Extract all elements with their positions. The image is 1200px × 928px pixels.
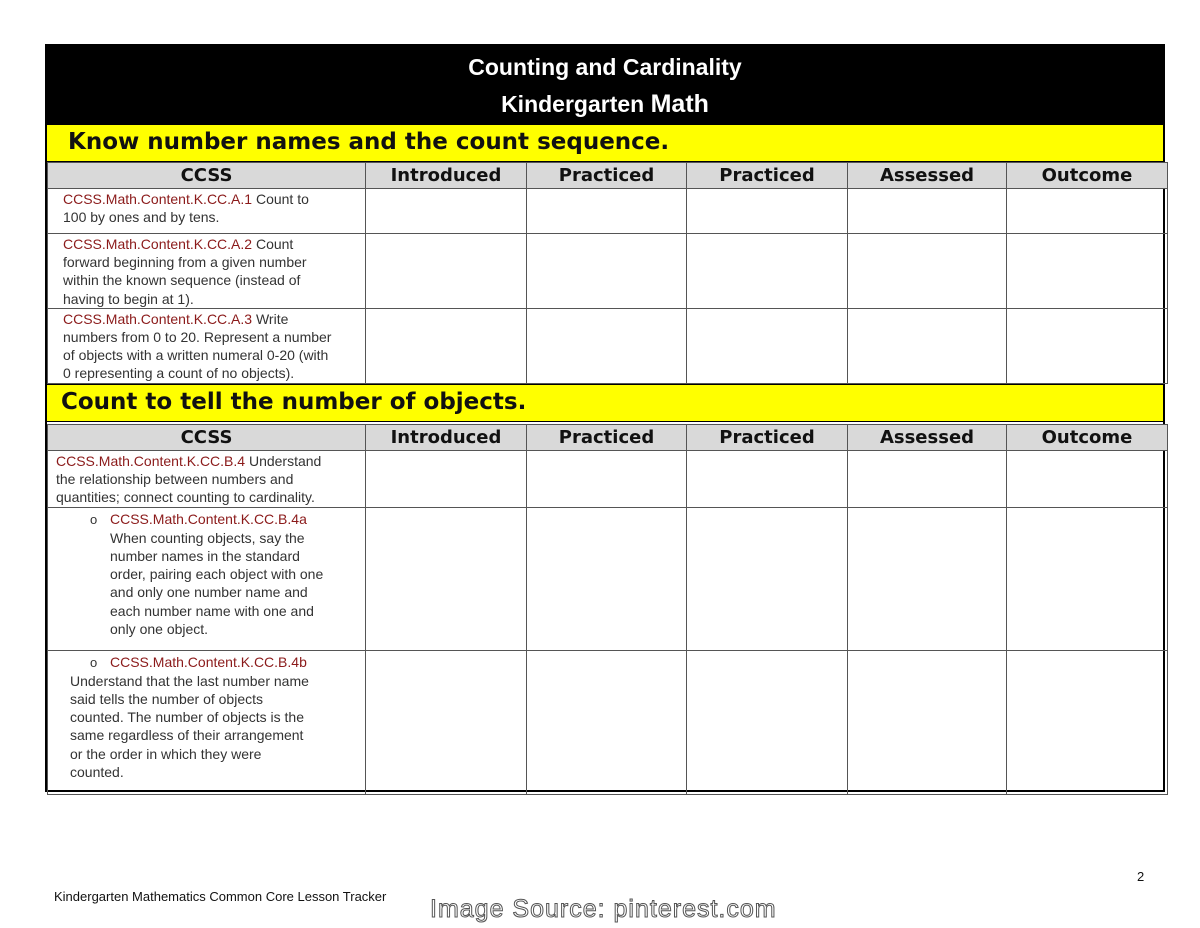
assessed-cell[interactable] bbox=[848, 189, 1007, 234]
page-title: Counting and Cardinality bbox=[468, 54, 742, 80]
outcome-cell[interactable] bbox=[1007, 234, 1168, 309]
column-header-row bbox=[48, 163, 1168, 189]
col-header-outcome: Outcome bbox=[1007, 163, 1168, 189]
col-header-assessed: Assessed bbox=[848, 425, 1007, 451]
ccss-cell: CCSS.Math.Content.K.CC.A.2 Count forward beginning from a given number within the known sequence (instead of having to begin at 1). bbox=[48, 234, 366, 309]
ccss-cell: o CCSS.Math.Content.K.CC.B.4a When counting objects, say the number names in the standard order, pairing each object with one and only one number name and each number name with one and only one object. bbox=[48, 507, 366, 650]
title-block bbox=[47, 46, 1163, 124]
tracker-table-section-2 bbox=[47, 424, 1168, 795]
standard-code: CCSS.Math.Content.K.CC.A.3 bbox=[63, 310, 253, 327]
col-header-introduced: Introduced bbox=[366, 425, 527, 451]
practiced-cell[interactable] bbox=[687, 650, 848, 794]
assessed-cell[interactable] bbox=[848, 308, 1007, 383]
standard-code: CCSS.Math.Content.K.CC.B.4a bbox=[110, 510, 307, 527]
section-banner-text: Count to tell the number of objects. bbox=[61, 389, 527, 415]
bullet-marker: o bbox=[90, 511, 98, 527]
practiced-cell[interactable] bbox=[527, 234, 687, 309]
col-header-introduced: Introduced bbox=[366, 163, 527, 189]
col-header-practiced: Practiced bbox=[687, 425, 848, 451]
ccss-cell: o CCSS.Math.Content.K.CC.B.4b Understand that the last number name said tells the number of objects counted. The number of objects is the same regardless of their arrangement or the order in which they were counted. bbox=[48, 650, 366, 794]
col-header-practiced: Practiced bbox=[527, 425, 687, 451]
outcome-cell[interactable] bbox=[1007, 308, 1168, 383]
practiced-cell[interactable] bbox=[687, 189, 848, 234]
outcome-cell[interactable] bbox=[1007, 650, 1168, 794]
assessed-cell[interactable] bbox=[848, 451, 1007, 508]
standard-code: CCSS.Math.Content.K.CC.A.2 bbox=[63, 236, 253, 252]
image-source-watermark: Image Source: pinterest.com bbox=[430, 895, 777, 923]
col-header-practiced: Practiced bbox=[687, 163, 848, 189]
column-header-row bbox=[48, 425, 1168, 451]
outcome-cell[interactable] bbox=[1007, 451, 1168, 508]
standard-code: CCSS.Math.Content.K.CC.A.1 bbox=[63, 191, 253, 207]
table-row bbox=[48, 451, 1168, 508]
ccss-cell: CCSS.Math.Content.K.CC.A.3 Write numbers from 0 to 20. Represent a number of objects with a written numeral 0-20 (with 0 representing a count of no objects). bbox=[48, 308, 366, 383]
practiced-cell[interactable] bbox=[687, 234, 848, 309]
practiced-cell[interactable] bbox=[527, 507, 687, 650]
page-number: 2 bbox=[1137, 869, 1145, 884]
section-banner-count-sequence bbox=[47, 124, 1163, 162]
ccss-cell: CCSS.Math.Content.K.CC.B.4 Understand the relationship between numbers and quantities; connect counting to cardinality. bbox=[48, 451, 366, 508]
col-header-outcome: Outcome bbox=[1007, 425, 1168, 451]
table-row bbox=[48, 650, 1168, 794]
lesson-tracker-sheet bbox=[45, 44, 1165, 792]
bullet-marker: o bbox=[90, 654, 98, 670]
practiced-cell[interactable] bbox=[527, 451, 687, 508]
assessed-cell[interactable] bbox=[848, 234, 1007, 309]
section-banner-text: Know number names and the count sequence. bbox=[68, 129, 670, 155]
section-banner-count-objects bbox=[47, 384, 1163, 422]
col-header-ccss: CCSS bbox=[48, 163, 366, 189]
col-header-assessed: Assessed bbox=[848, 163, 1007, 189]
assessed-cell[interactable] bbox=[848, 650, 1007, 794]
introduced-cell[interactable] bbox=[366, 650, 527, 794]
practiced-cell[interactable] bbox=[687, 451, 848, 508]
assessed-cell[interactable] bbox=[848, 507, 1007, 650]
practiced-cell[interactable] bbox=[687, 507, 848, 650]
standard-code: CCSS.Math.Content.K.CC.B.4 bbox=[56, 453, 246, 469]
introduced-cell[interactable] bbox=[366, 308, 527, 383]
col-header-practiced: Practiced bbox=[527, 163, 687, 189]
table-row bbox=[48, 234, 1168, 309]
table-row bbox=[48, 308, 1168, 383]
table-row bbox=[48, 507, 1168, 650]
subtitle-grade: Kindergarten bbox=[501, 91, 645, 117]
introduced-cell[interactable] bbox=[366, 234, 527, 309]
ccss-cell: CCSS.Math.Content.K.CC.A.1 Count to 100 by ones and by tens. bbox=[48, 189, 366, 234]
practiced-cell[interactable] bbox=[687, 308, 848, 383]
page-subtitle bbox=[47, 90, 1163, 119]
introduced-cell[interactable] bbox=[366, 451, 527, 508]
table-row bbox=[48, 189, 1168, 234]
tracker-table-section-1 bbox=[47, 162, 1168, 384]
introduced-cell[interactable] bbox=[366, 189, 527, 234]
practiced-cell[interactable] bbox=[527, 650, 687, 794]
col-header-ccss: CCSS bbox=[48, 425, 366, 451]
outcome-cell[interactable] bbox=[1007, 189, 1168, 234]
subtitle-subject: Math bbox=[650, 90, 709, 118]
footer-document-title: Kindergarten Mathematics Common Core Lesson Tracker bbox=[54, 889, 387, 904]
standard-code: CCSS.Math.Content.K.CC.B.4b bbox=[110, 653, 307, 670]
practiced-cell[interactable] bbox=[527, 308, 687, 383]
practiced-cell[interactable] bbox=[527, 189, 687, 234]
outcome-cell[interactable] bbox=[1007, 507, 1168, 650]
introduced-cell[interactable] bbox=[366, 507, 527, 650]
